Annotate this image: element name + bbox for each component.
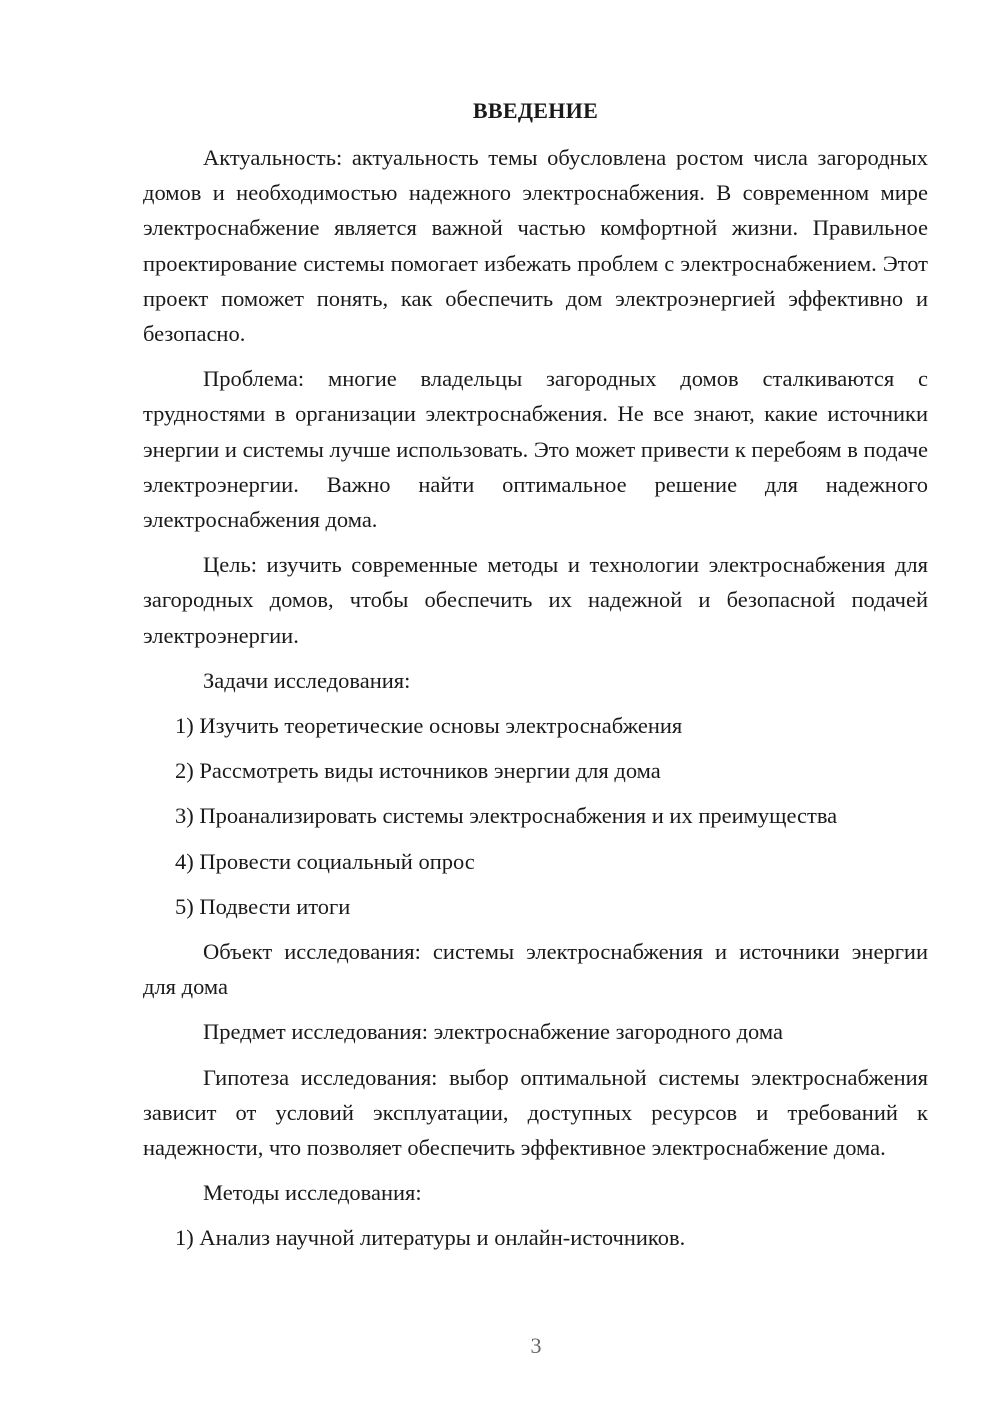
task-item: 1) Изучить теоретические основы электроснабжения — [175, 713, 683, 739]
page-content — [143, 94, 928, 1266]
tasks-heading: Задачи исследования: — [203, 667, 411, 693]
task-item: 4) Провести социальный опрос — [175, 848, 475, 874]
methods-list — [143, 1220, 928, 1255]
method-item: 1) Анализ научной литературы и онлайн-источников. — [175, 1225, 686, 1251]
tasks-list — [143, 708, 928, 924]
problem-paragraph: Проблема: многие владельцы загородных домов сталкиваются с трудностями в организации электроснабжения. Не все знают, какие источники энергии и системы лучше использовать. Это может привести к перебоям в подаче электроэнергии. Важно найти оптимальное решение для надежного электроснабжения дома. — [143, 366, 928, 533]
hypothesis-paragraph: Гипотеза исследования: выбор оптимальной системы электроснабжения зависит от условий эксплуатации, доступных ресурсов и требований к надежности, что позволяет обеспечить эффективное электроснабжение дома. — [143, 1064, 928, 1161]
methods-heading: Методы исследования: — [203, 1180, 422, 1206]
object-paragraph: Объект исследования: системы электроснабжения и источники энергии для дома — [143, 939, 928, 1000]
subject-paragraph: Предмет исследования: электроснабжение загородного дома — [203, 1019, 783, 1045]
task-item: 2) Рассмотреть виды источников энергии для дома — [175, 758, 661, 784]
page-title: ВВЕДЕНИЕ — [472, 98, 599, 123]
page-number: 3 — [530, 1333, 542, 1358]
task-item: 5) Подвести итоги — [175, 893, 351, 919]
task-item: 3) Проанализировать системы электроснабжения и их преимущества — [175, 803, 838, 829]
goal-paragraph: Цель: изучить современные методы и технологии электроснабжения для загородных домов, чтобы обеспечить их надежной и безопасной подачей электроэнергии. — [143, 552, 928, 648]
relevance-paragraph: Актуальность: актуальность темы обусловлена ростом числа загородных домов и необходимостью надежного электроснабжения. В современном мире электроснабжение является важной частью комфортной жизни. Правильное проектирование системы помогает избежать проблем с электроснабжением. Этот проект поможет понять, как обеспечить дом электроэнергией эффективно и безопасно. — [143, 145, 928, 347]
